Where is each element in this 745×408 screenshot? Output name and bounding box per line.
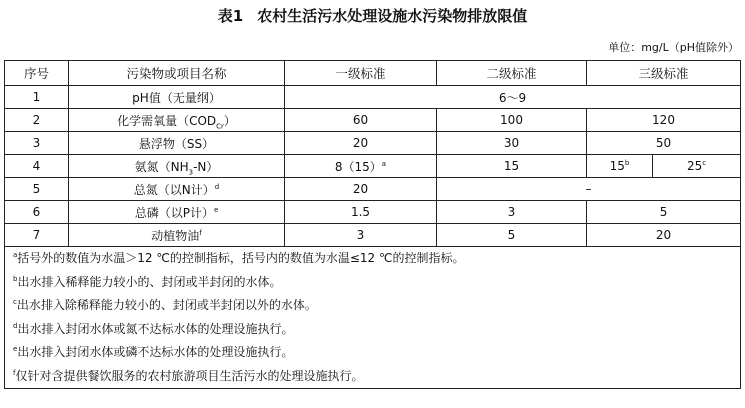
- footnote-mark: b: [624, 159, 630, 167]
- header-level1: 一级标准: [285, 61, 437, 86]
- footnote-mark: c: [702, 159, 707, 167]
- row-level1-value: 8（15）: [334, 159, 382, 174]
- row-name-subscript: 3: [188, 167, 194, 176]
- row-name-tail: ）: [223, 113, 236, 128]
- row-level3: 50: [587, 132, 741, 155]
- footnote-mark: e: [13, 345, 18, 353]
- row-level3a-value: 15: [609, 159, 625, 173]
- row-rest-dash: –: [437, 178, 741, 201]
- table-notes-row: [5, 247, 741, 389]
- emission-limits-table: [4, 60, 741, 389]
- row-no: 4: [5, 155, 69, 178]
- footnote-mark: d: [13, 321, 18, 330]
- row-level2: 15: [437, 155, 587, 178]
- row-level2: 30: [437, 132, 587, 155]
- row-level1: 1.5: [285, 201, 437, 224]
- row-level3: 120: [587, 109, 741, 132]
- footnote: [13, 365, 740, 389]
- row-name: [69, 224, 285, 247]
- footnote: [13, 271, 740, 295]
- footnote-text: 出水排入封闭水体或氮不达标水体的处理设施执行。: [17, 321, 294, 336]
- row-level3b: [653, 155, 741, 178]
- table-row: [5, 224, 741, 247]
- row-name: [69, 109, 285, 132]
- table-row: [5, 132, 741, 155]
- row-name-tail: -N）: [193, 159, 219, 174]
- row-level1: [285, 155, 437, 178]
- footnote-text: 仅针对含提供餐饮服务的农村旅游项目生活污水的处理设施执行。: [15, 368, 364, 383]
- table-row: [5, 86, 741, 109]
- row-no: 7: [5, 224, 69, 247]
- footnote-mark: f: [13, 368, 16, 377]
- row-no: 2: [5, 109, 69, 132]
- row-level3b-value: 25: [686, 159, 703, 173]
- table-row: [5, 178, 741, 201]
- row-no: 5: [5, 178, 69, 201]
- footnote: [13, 318, 740, 342]
- table-row: [5, 109, 741, 132]
- footnote-text: 括号外的数值为水温＞12 ℃的控制指标，括号内的数值为水温≤12 ℃的控制指标。: [17, 251, 465, 265]
- footnote-mark: c: [13, 298, 17, 306]
- row-name-text: 总磷（以P计）: [134, 205, 214, 220]
- row-name-text: 动植物油: [151, 228, 200, 243]
- row-name-subscript: Cr: [216, 121, 224, 130]
- footnote-text: 出水排入除稀释能力较小的、封闭或半封闭以外的水体。: [16, 298, 317, 312]
- row-level3: 5: [587, 201, 741, 224]
- table-header-row: [5, 61, 741, 86]
- footnote: [13, 294, 740, 318]
- footnote-text: 出水排入封闭水体或磷不达标水体的处理设施执行。: [17, 345, 294, 359]
- row-level1: 60: [285, 109, 437, 132]
- row-level2: 5: [437, 224, 587, 247]
- footnote-mark: b: [13, 274, 18, 283]
- table-notes: [5, 247, 741, 389]
- unit-note: 单位：mg/L（pH值除外）: [608, 41, 739, 54]
- row-name-main: 氨氮（NH: [134, 159, 189, 174]
- row-no: 6: [5, 201, 69, 224]
- table-row: [5, 201, 741, 224]
- footnote-mark: d: [214, 182, 220, 191]
- footnote: [13, 341, 740, 365]
- row-level1: 20: [285, 178, 437, 201]
- row-level3a: [587, 155, 653, 178]
- row-level2: 3: [437, 201, 587, 224]
- row-level1: 20: [285, 132, 437, 155]
- footnote-mark: a: [381, 159, 387, 168]
- row-level1: 3: [285, 224, 437, 247]
- footnote: [13, 247, 740, 271]
- row-name: [69, 178, 285, 201]
- row-name: pH值（无量纲）: [69, 86, 285, 109]
- header-no: 序号: [5, 61, 69, 86]
- footnote-mark: e: [213, 205, 219, 214]
- footnote-text: 出水排入稀释能力较小的、封闭或半封闭的水体。: [17, 274, 282, 289]
- table-number: 表1: [217, 7, 244, 25]
- header-name: 污染物或项目名称: [69, 61, 285, 86]
- row-level2: 100: [437, 109, 587, 132]
- footnote-mark: a: [13, 251, 18, 259]
- row-name: [69, 201, 285, 224]
- row-merged-value: 6～9: [285, 86, 741, 109]
- header-level2: 二级标准: [437, 61, 587, 86]
- row-no: 3: [5, 132, 69, 155]
- table-row: [5, 155, 741, 178]
- row-name-main: 化学需氧量（COD: [117, 113, 217, 128]
- row-level3: 20: [587, 224, 741, 247]
- table-title-text: 农村生活污水处理设施水污染物排放限值: [257, 7, 528, 25]
- row-name: [69, 155, 285, 178]
- row-no: 1: [5, 86, 69, 109]
- table-title: [0, 4, 745, 28]
- header-level3: 三级标准: [587, 61, 741, 86]
- row-name-text: 总氮（以N计）: [133, 182, 215, 197]
- footnote-mark: f: [199, 228, 202, 237]
- row-name: 悬浮物（SS）: [69, 132, 285, 155]
